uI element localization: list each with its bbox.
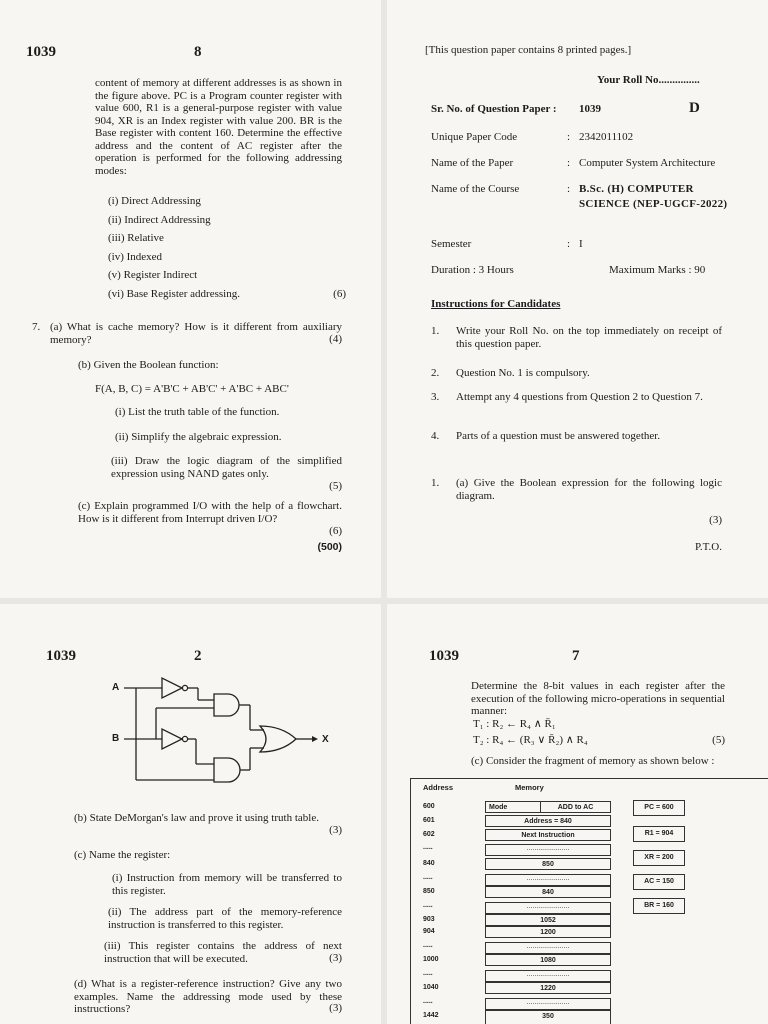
page-2: [0, 604, 381, 1024]
question-number: 1.: [431, 477, 440, 489]
boolean-function: F(A, B, C) = A'B'C + AB'C' + A'BC + ABC': [95, 383, 289, 395]
q1c-i: (i) Instruction from memory will be transferred to this register.: [112, 872, 342, 897]
memory-cell: ......................: [485, 874, 611, 886]
mode-item: (ii) Indirect Addressing: [108, 213, 211, 226]
mode-item: (iv) Indexed: [108, 250, 163, 263]
semester-value: I: [579, 238, 583, 250]
memory-cell: ......................: [485, 970, 611, 982]
copies-count: (500): [317, 541, 342, 553]
colon: :: [567, 238, 571, 250]
page-number: 2: [194, 648, 202, 664]
address-cell: .....: [423, 874, 433, 881]
address-cell: 602: [423, 831, 435, 838]
memory-cell: ......................: [485, 902, 611, 914]
instruction-number: 4.: [431, 430, 440, 442]
memory-cell: 840: [485, 886, 611, 898]
micro-op-t2: T₂ : R₄ ← (R₃ ∨ R̄₂) ∧ R₄: [473, 734, 588, 746]
q1c-ii: (ii) The address part of the memory-reference instruction is transferred to this register.: [108, 906, 342, 931]
memory-cell: Address = 840: [485, 815, 611, 827]
output-label-x: X: [322, 734, 329, 745]
page-7: [387, 604, 768, 1024]
instruction-text: Write your Roll No. on the top immediately on receipt of this question paper.: [456, 325, 722, 350]
q7b-ii: (ii) Simplify the algebraic expression.: [115, 431, 282, 443]
q7b-i: (i) List the truth table of the function.: [115, 406, 280, 418]
instruction-text: Attempt any 4 questions from Question 2 to Question 7.: [456, 391, 703, 403]
marks: (5): [712, 734, 725, 746]
maximum-marks: Maximum Marks : 90: [609, 264, 706, 276]
address-cell: 903: [423, 916, 435, 923]
mode-item: (i) Direct Addressing: [108, 195, 201, 207]
address-cell: .....: [423, 844, 433, 851]
address-cell: .....: [423, 970, 433, 977]
row-label: Name of the Paper: [431, 157, 514, 169]
page-number: 7: [572, 648, 580, 664]
row-label: Unique Paper Code: [431, 131, 518, 143]
memory-cell: 1200: [485, 926, 611, 938]
instruction-text: Question No. 1 is compulsory.: [456, 367, 590, 379]
mode-cell: Mode: [485, 801, 541, 813]
q7a-text: [50, 321, 342, 346]
mode-item: (vi) Base Register addressing.: [108, 287, 240, 300]
register-ac: AC = 150: [633, 874, 685, 890]
q-c-text: (c) Consider the fragment of memory as shown below :: [471, 755, 715, 767]
serial-label: Sr. No. of Question Paper :: [431, 103, 557, 115]
address-cell: 1040: [423, 984, 439, 991]
marks: (4): [329, 333, 342, 345]
marks: (3): [329, 1002, 342, 1014]
page-number: 8: [194, 44, 202, 60]
address-cell: 1442: [423, 1012, 439, 1019]
q7a-label: (a) What is cache memory? How is it different from auxiliary memory?: [50, 321, 342, 346]
register-pc: PC = 600: [633, 800, 685, 816]
q7c-text: (c) Explain programmed I/O with the help of a flowchart. How is it different from Interrupt driven I/O?: [78, 500, 342, 525]
marks: (3): [709, 514, 722, 526]
memory-cell: Next Instruction: [485, 829, 611, 841]
memory-cell: ......................: [485, 998, 611, 1010]
micro-ops-intro: Determine the 8-bit values in each register after the execution of the following micro-operations in sequential manner:: [471, 680, 725, 717]
colon: :: [567, 183, 571, 195]
marks: (3): [329, 952, 342, 964]
instruction-number: 2.: [431, 367, 440, 379]
address-cell: 840: [423, 860, 435, 867]
paper-number: 1039: [46, 648, 76, 664]
register-xr: XR = 200: [633, 850, 685, 866]
memory-table: [423, 801, 613, 1024]
q1c-iii: (iii) This register contains the address of next instruction that will be executed.: [104, 940, 342, 965]
instructions-title: Instructions for Candidates: [431, 298, 561, 310]
address-cell: 850: [423, 888, 435, 895]
header-note: [This question paper contains 8 printed pages.]: [425, 44, 632, 56]
question-number: 7.: [32, 321, 41, 333]
micro-op-t1: T₁ : R₂ ← R₄ ∧ R̄₁: [473, 718, 556, 730]
q1c-text: (c) Name the register:: [74, 849, 171, 861]
marks: (6): [333, 287, 346, 300]
duration: Duration : 3 Hours: [431, 264, 514, 276]
roll-number-line: Your Roll No...............: [597, 74, 700, 86]
page-8: [0, 0, 381, 598]
register-br: BR = 160: [633, 898, 685, 914]
address-cell: 904: [423, 928, 435, 935]
address-cell: 600: [423, 803, 435, 810]
colon: :: [567, 131, 571, 143]
input-label-b: B: [112, 733, 120, 744]
paper-name: Computer System Architecture: [579, 157, 716, 169]
q1a-text: (a) Give the Boolean expression for the following logic diagram.: [456, 477, 722, 502]
address-cell: 1000: [423, 956, 439, 963]
instruction-text: Parts of a question must be answered together.: [456, 430, 661, 442]
instruction-number: 3.: [431, 391, 440, 403]
q7b-iii: (iii) Draw the logic diagram of the simplified expression using NAND gates only.: [111, 455, 342, 480]
q1d-text: (d) What is a register-reference instruction? Give any two examples. Name the addressing mode used by these instructions?: [74, 978, 342, 1015]
memory-cell: 850: [485, 858, 611, 870]
question-intro: content of memory at different addresses is as shown in the figure above. PC is a Program counter register with value 600, R1 is a general-purpose register with value 904, XR is an Index register with value 200. BR is the Base register with content 160. Determine the effective address and the content of AC register after the operation is performed for the following addressing modes:: [95, 77, 342, 177]
row-label: Name of the Course: [431, 183, 520, 195]
marks: (5): [329, 480, 342, 492]
address-header: Address: [423, 783, 454, 792]
course-name: B.Sc. (H) COMPUTER SCIENCE (NEP-UGCF-2022): [579, 183, 728, 210]
marks: (6): [329, 525, 342, 537]
memory-cell: ......................: [485, 942, 611, 954]
mode-item: (v) Register Indirect: [108, 269, 198, 281]
address-cell: .....: [423, 998, 433, 1005]
register-r1: R1 = 904: [633, 826, 685, 842]
memory-cell: 350: [485, 1010, 611, 1024]
address-cell: 601: [423, 817, 435, 824]
row-label: Semester: [431, 238, 472, 250]
please-turn-over: P.T.O.: [695, 541, 722, 553]
addressing-modes-list: [108, 195, 346, 306]
address-cell: .....: [423, 902, 433, 909]
colon: :: [567, 157, 571, 169]
serial-value: 1039: [579, 103, 601, 115]
marks: (3): [329, 824, 342, 836]
q7b-text: (b) Given the Boolean function:: [78, 359, 219, 371]
paper-number: 1039: [429, 648, 459, 664]
q1b-text: (b) State DeMorgan's law and prove it using truth table.: [74, 812, 319, 824]
memory-cell: ......................: [485, 844, 611, 856]
input-label-a: A: [112, 682, 120, 693]
unique-paper-code: 2342011102: [579, 131, 634, 143]
memory-header: Memory: [515, 783, 544, 792]
memory-cell: 1052: [485, 914, 611, 926]
opcode-cell: ADD to AC: [541, 801, 611, 813]
set-letter: D: [689, 100, 700, 116]
logic-diagram: [100, 668, 320, 792]
memory-cell: 1220: [485, 982, 611, 994]
instruction-number: 1.: [431, 325, 440, 337]
mode-item: (iii) Relative: [108, 232, 164, 244]
paper-number: 1039: [26, 44, 56, 60]
page-1-cover: [387, 0, 768, 598]
address-cell: .....: [423, 942, 433, 949]
memory-cell: 1080: [485, 954, 611, 966]
